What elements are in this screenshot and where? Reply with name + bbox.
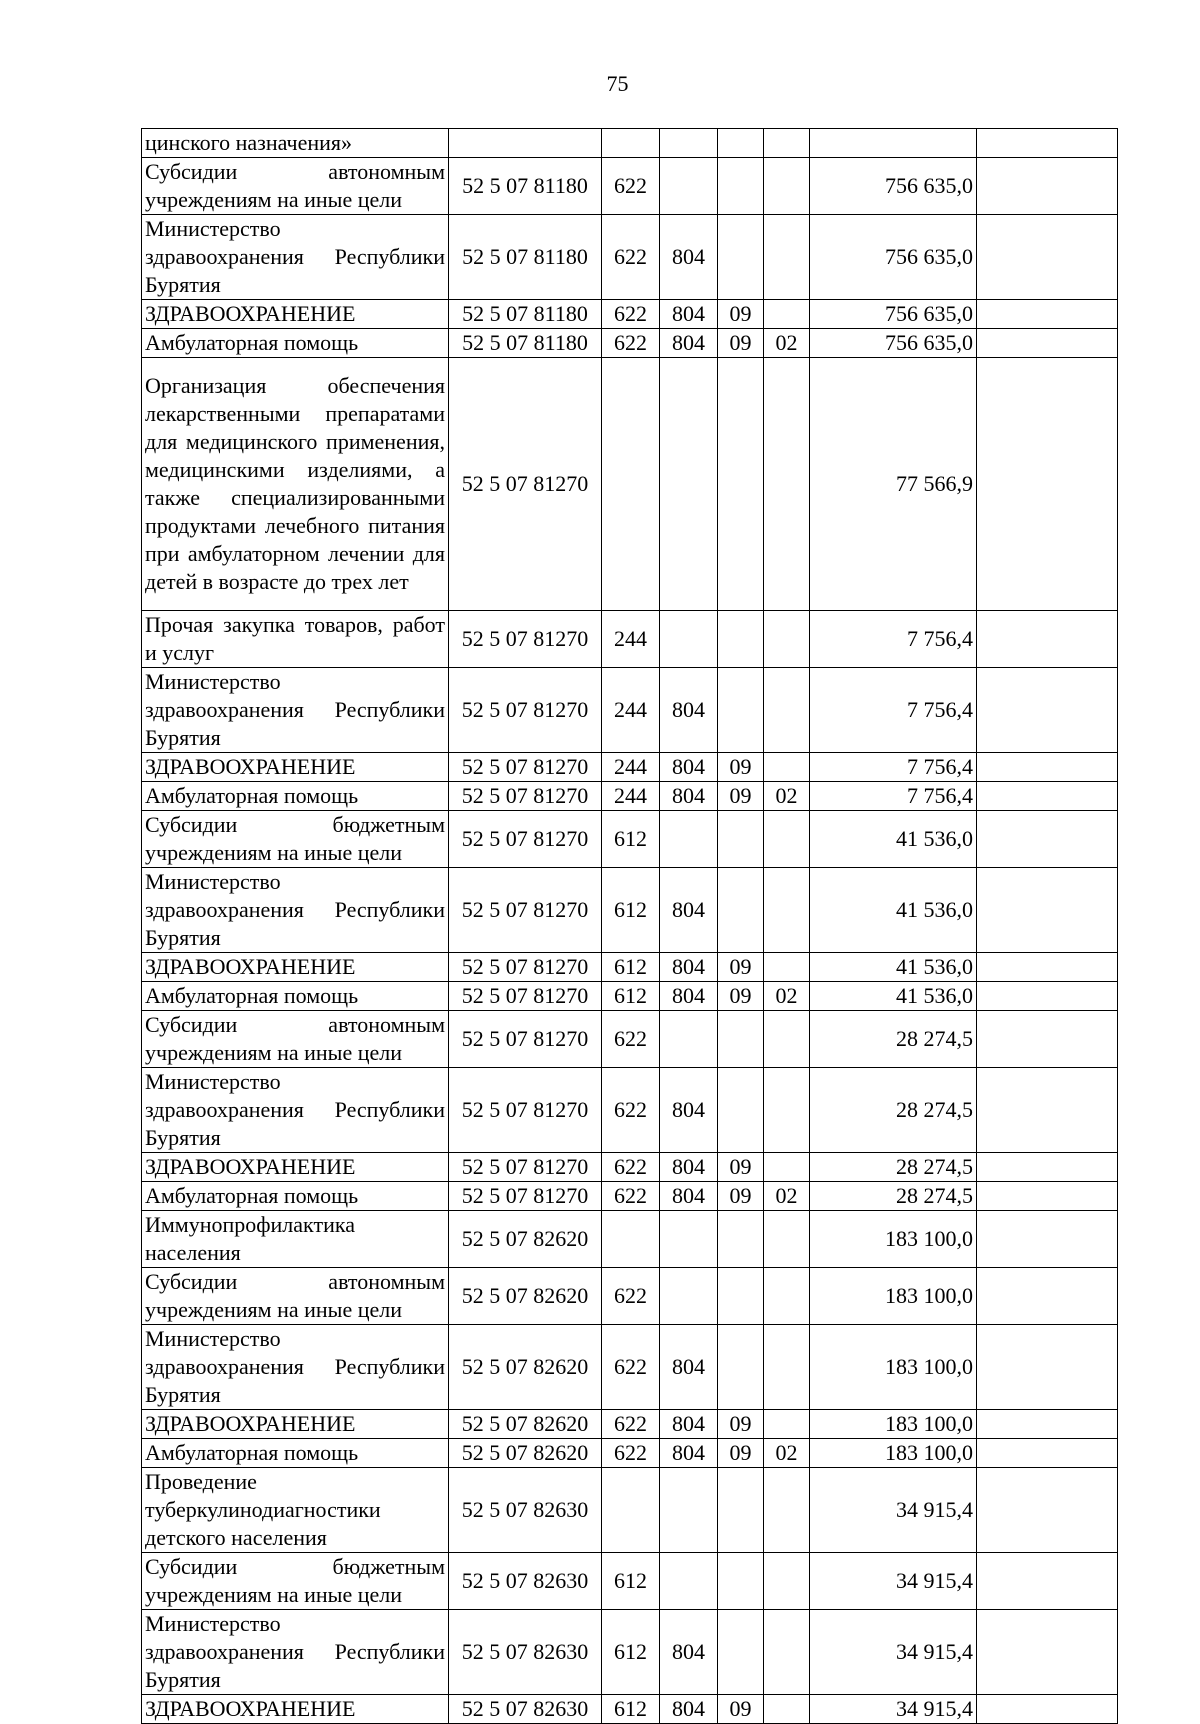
cell-amount: 7 756,4 [810,611,977,668]
table-row [142,129,1118,158]
cell-empty [977,158,1118,215]
cell-empty [977,668,1118,753]
cell-subsection [764,1410,810,1439]
cell-department: 804 [660,1439,718,1468]
cell-name: Субсидии бюджетным учреждениям на иные цели [142,811,449,868]
cell-name: Министерство здравоохранения Республики Бурятия [142,868,449,953]
cell-subsection [764,1211,810,1268]
cell-expense-type: 612 [602,982,660,1011]
cell-department: 804 [660,1153,718,1182]
table-row [142,1011,1118,1068]
cell-empty [977,868,1118,953]
cell-code: 52 5 07 82630 [449,1695,602,1724]
cell-section: 09 [718,1695,764,1724]
cell-amount: 7 756,4 [810,753,977,782]
cell-code: 52 5 07 82620 [449,1268,602,1325]
cell-department: 804 [660,215,718,300]
cell-code: 52 5 07 82630 [449,1610,602,1695]
cell-section: 09 [718,1153,764,1182]
cell-section: 09 [718,1439,764,1468]
cell-empty [977,1468,1118,1553]
cell-code: 52 5 07 81180 [449,158,602,215]
table-row [142,358,1118,611]
cell-amount: 41 536,0 [810,982,977,1011]
cell-subsection: 02 [764,1439,810,1468]
cell-department: 804 [660,868,718,953]
cell-subsection: 02 [764,982,810,1011]
cell-amount: 34 915,4 [810,1468,977,1553]
cell-empty [977,300,1118,329]
cell-empty [977,1410,1118,1439]
cell-empty [977,1439,1118,1468]
cell-empty [977,358,1118,611]
cell-amount: 7 756,4 [810,782,977,811]
cell-code [449,129,602,158]
cell-section [718,1468,764,1553]
cell-name: ЗДРАВООХРАНЕНИЕ [142,300,449,329]
cell-name: Амбулаторная помощь [142,329,449,358]
cell-amount: 756 635,0 [810,300,977,329]
cell-amount: 183 100,0 [810,1439,977,1468]
cell-department: 804 [660,300,718,329]
cell-section [718,1068,764,1153]
cell-expense-type: 622 [602,300,660,329]
cell-name: цинского назначения» [142,129,449,158]
cell-subsection: 02 [764,782,810,811]
cell-subsection [764,1068,810,1153]
cell-department: 804 [660,1610,718,1695]
cell-expense-type: 622 [602,1153,660,1182]
cell-amount: 28 274,5 [810,1153,977,1182]
cell-subsection: 02 [764,1182,810,1211]
cell-amount: 28 274,5 [810,1182,977,1211]
cell-department [660,1553,718,1610]
cell-department [660,811,718,868]
cell-subsection [764,158,810,215]
cell-expense-type: 612 [602,1610,660,1695]
cell-expense-type: 612 [602,1553,660,1610]
cell-department: 804 [660,1410,718,1439]
cell-code: 52 5 07 81270 [449,753,602,782]
cell-expense-type: 612 [602,953,660,982]
cell-name: Проведение туберкулинодиагностики детского населения [142,1468,449,1553]
cell-expense-type [602,1211,660,1268]
cell-name: Министерство здравоохранения Республики Бурятия [142,215,449,300]
cell-name: Министерство здравоохранения Республики Бурятия [142,1325,449,1410]
cell-empty [977,129,1118,158]
cell-department [660,1011,718,1068]
cell-code: 52 5 07 81180 [449,300,602,329]
table-row [142,329,1118,358]
cell-name: Министерство здравоохранения Республики Бурятия [142,668,449,753]
cell-department [660,1468,718,1553]
cell-code: 52 5 07 82620 [449,1410,602,1439]
cell-code: 52 5 07 81270 [449,611,602,668]
cell-code: 52 5 07 82620 [449,1325,602,1410]
table-row [142,1468,1118,1553]
cell-empty [977,982,1118,1011]
cell-name: Амбулаторная помощь [142,782,449,811]
cell-subsection [764,753,810,782]
cell-department: 804 [660,1182,718,1211]
cell-empty [977,1553,1118,1610]
cell-code: 52 5 07 81270 [449,358,602,611]
cell-expense-type [602,358,660,611]
cell-code: 52 5 07 81180 [449,215,602,300]
cell-department [660,611,718,668]
cell-amount: 756 635,0 [810,215,977,300]
cell-amount: 28 274,5 [810,1068,977,1153]
cell-expense-type: 622 [602,1068,660,1153]
cell-empty [977,1268,1118,1325]
cell-name: Амбулаторная помощь [142,1182,449,1211]
cell-subsection [764,868,810,953]
cell-subsection [764,1468,810,1553]
cell-expense-type: 622 [602,329,660,358]
cell-empty [977,782,1118,811]
cell-name: Субсидии автономным учреждениям на иные цели [142,1268,449,1325]
cell-section: 09 [718,300,764,329]
table-row [142,1268,1118,1325]
cell-section: 09 [718,329,764,358]
table-row [142,953,1118,982]
cell-code: 52 5 07 82620 [449,1211,602,1268]
cell-empty [977,329,1118,358]
cell-department [660,1211,718,1268]
cell-department [660,358,718,611]
cell-code: 52 5 07 81270 [449,868,602,953]
cell-name: Субсидии автономным учреждениям на иные цели [142,158,449,215]
cell-expense-type: 622 [602,1410,660,1439]
cell-name: ЗДРАВООХРАНЕНИЕ [142,1410,449,1439]
cell-section: 09 [718,953,764,982]
cell-empty [977,611,1118,668]
cell-code: 52 5 07 81180 [449,329,602,358]
cell-expense-type: 244 [602,753,660,782]
cell-amount: 756 635,0 [810,329,977,358]
cell-amount [810,129,977,158]
table-row [142,1325,1118,1410]
cell-name: Прочая закупка товаров, работ и услуг [142,611,449,668]
cell-amount: 183 100,0 [810,1211,977,1268]
cell-section [718,811,764,868]
table-row [142,1153,1118,1182]
cell-subsection [764,668,810,753]
cell-expense-type: 622 [602,158,660,215]
cell-section [718,1268,764,1325]
cell-empty [977,1182,1118,1211]
cell-name: Субсидии автономным учреждениям на иные цели [142,1011,449,1068]
cell-department: 804 [660,1695,718,1724]
cell-empty [977,215,1118,300]
table-row [142,1410,1118,1439]
cell-code: 52 5 07 81270 [449,953,602,982]
cell-amount: 183 100,0 [810,1410,977,1439]
cell-amount: 41 536,0 [810,953,977,982]
cell-code: 52 5 07 81270 [449,1011,602,1068]
cell-subsection [764,953,810,982]
cell-code: 52 5 07 81270 [449,811,602,868]
cell-empty [977,753,1118,782]
cell-department [660,1268,718,1325]
cell-name: Амбулаторная помощь [142,982,449,1011]
cell-amount: 7 756,4 [810,668,977,753]
cell-empty [977,1325,1118,1410]
cell-name: Министерство здравоохранения Республики Бурятия [142,1610,449,1695]
cell-section: 09 [718,753,764,782]
cell-amount: 34 915,4 [810,1695,977,1724]
cell-department: 804 [660,329,718,358]
cell-expense-type [602,1468,660,1553]
cell-empty [977,1011,1118,1068]
cell-subsection [764,611,810,668]
cell-name: ЗДРАВООХРАНЕНИЕ [142,1153,449,1182]
cell-department: 804 [660,1068,718,1153]
cell-code: 52 5 07 81270 [449,1153,602,1182]
cell-subsection [764,1268,810,1325]
cell-department: 804 [660,753,718,782]
cell-subsection [764,129,810,158]
cell-section [718,1325,764,1410]
budget-table-body [142,129,1118,1724]
cell-subsection [764,1325,810,1410]
cell-expense-type: 244 [602,782,660,811]
cell-expense-type: 622 [602,1268,660,1325]
cell-amount: 183 100,0 [810,1268,977,1325]
table-row [142,982,1118,1011]
cell-code: 52 5 07 81270 [449,982,602,1011]
cell-empty [977,1695,1118,1724]
cell-department: 804 [660,982,718,1011]
cell-code: 52 5 07 82630 [449,1553,602,1610]
cell-expense-type [602,129,660,158]
table-row [142,158,1118,215]
cell-subsection [764,1553,810,1610]
cell-empty [977,1610,1118,1695]
cell-section: 09 [718,1182,764,1211]
cell-expense-type: 622 [602,215,660,300]
cell-expense-type: 244 [602,668,660,753]
cell-section [718,868,764,953]
cell-subsection [764,358,810,611]
cell-name: ЗДРАВООХРАНЕНИЕ [142,1695,449,1724]
cell-section: 09 [718,782,764,811]
page-number: 75 [606,71,629,96]
cell-amount: 41 536,0 [810,811,977,868]
cell-section [718,668,764,753]
cell-section [718,611,764,668]
cell-code: 52 5 07 82620 [449,1439,602,1468]
table-row [142,1211,1118,1268]
cell-department: 804 [660,782,718,811]
cell-expense-type: 612 [602,868,660,953]
cell-section [718,1553,764,1610]
cell-section [718,1011,764,1068]
cell-name: Субсидии бюджетным учреждениям на иные цели [142,1553,449,1610]
cell-code: 52 5 07 82630 [449,1468,602,1553]
cell-expense-type: 622 [602,1439,660,1468]
cell-name: ЗДРАВООХРАНЕНИЕ [142,753,449,782]
cell-section: 09 [718,1410,764,1439]
cell-expense-type: 244 [602,611,660,668]
cell-subsection: 02 [764,329,810,358]
cell-empty [977,1211,1118,1268]
cell-subsection [764,1695,810,1724]
cell-code: 52 5 07 81270 [449,668,602,753]
cell-expense-type: 622 [602,1325,660,1410]
cell-department [660,158,718,215]
cell-section [718,158,764,215]
cell-amount: 77 566,9 [810,358,977,611]
cell-amount: 34 915,4 [810,1610,977,1695]
cell-section: 09 [718,982,764,1011]
cell-expense-type: 622 [602,1182,660,1211]
cell-code: 52 5 07 81270 [449,1068,602,1153]
cell-amount: 28 274,5 [810,1011,977,1068]
cell-empty [977,1153,1118,1182]
cell-subsection [764,215,810,300]
cell-name: Амбулаторная помощь [142,1439,449,1468]
table-row [142,811,1118,868]
cell-subsection [764,300,810,329]
cell-name: ЗДРАВООХРАНЕНИЕ [142,953,449,982]
cell-amount: 183 100,0 [810,1325,977,1410]
table-row [142,611,1118,668]
cell-section [718,1610,764,1695]
cell-section [718,129,764,158]
table-row [142,1695,1118,1724]
cell-department [660,129,718,158]
table-row [142,782,1118,811]
cell-code: 52 5 07 81270 [449,782,602,811]
table-row [142,1610,1118,1695]
table-row [142,753,1118,782]
cell-subsection [764,1011,810,1068]
table-row [142,215,1118,300]
table-row [142,300,1118,329]
cell-subsection [764,811,810,868]
cell-expense-type: 612 [602,811,660,868]
cell-amount: 34 915,4 [810,1553,977,1610]
table-row [142,668,1118,753]
cell-name: Организация обеспечения лекарственными препаратами для медицинского применения, медицинскими изделиями, а также специализированными продуктами лечебного питания при амбулаторном лечении для детей в возрасте до трех лет [142,358,449,611]
cell-amount: 756 635,0 [810,158,977,215]
cell-name: Министерство здравоохранения Республики Бурятия [142,1068,449,1153]
cell-empty [977,1068,1118,1153]
cell-amount: 41 536,0 [810,868,977,953]
budget-table [141,128,1118,1724]
cell-expense-type: 612 [602,1695,660,1724]
cell-empty [977,953,1118,982]
cell-subsection [764,1153,810,1182]
table-row [142,868,1118,953]
cell-section [718,1211,764,1268]
cell-name: Иммунопрофилактика населения [142,1211,449,1268]
cell-expense-type: 622 [602,1011,660,1068]
table-row [142,1439,1118,1468]
cell-department: 804 [660,953,718,982]
table-row [142,1182,1118,1211]
cell-empty [977,811,1118,868]
cell-department: 804 [660,1325,718,1410]
cell-section [718,358,764,611]
cell-department: 804 [660,668,718,753]
table-row [142,1068,1118,1153]
cell-subsection [764,1610,810,1695]
table-row [142,1553,1118,1610]
cell-section [718,215,764,300]
cell-code: 52 5 07 81270 [449,1182,602,1211]
